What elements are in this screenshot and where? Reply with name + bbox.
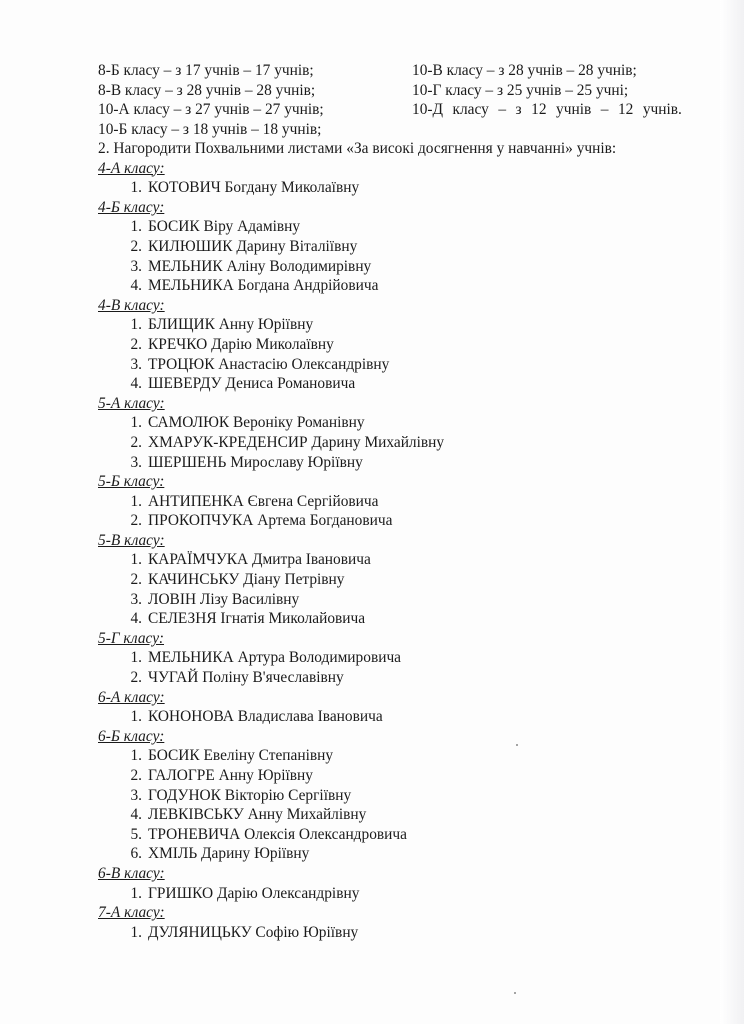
student-name: ГАЛОГРЕ Анну Юріївну — [148, 767, 313, 784]
student-number: 3. — [130, 355, 142, 373]
student-item — [122, 335, 698, 355]
student-name: КОНОНОВА Владислава Івановича — [148, 708, 383, 726]
student-name: ХМІЛЬ Дарину Юріївну — [148, 845, 310, 863]
student-name: ДУЛЯНИЦЬКУ Софію Юріївну — [148, 923, 359, 941]
class-group — [98, 903, 698, 942]
student-item — [122, 707, 698, 727]
justified-word: 12 — [617, 101, 634, 119]
scan-edge-shadow — [720, 0, 744, 1024]
student-item — [122, 923, 698, 943]
student-item — [122, 453, 698, 473]
student-item — [122, 590, 698, 610]
student-name: АНТИПЕНКА Євгена Сергійовича — [148, 492, 379, 510]
class-heading: 5-А класу: — [98, 394, 165, 412]
student-item — [122, 178, 698, 198]
justified-word: 10-Д — [412, 101, 444, 119]
student-item — [122, 257, 698, 277]
class-group — [98, 394, 698, 472]
student-list — [98, 707, 698, 727]
class-heading: 4-Б класу: — [98, 198, 165, 216]
student-list — [98, 923, 698, 943]
student-item — [122, 805, 698, 825]
justified-word: з — [515, 101, 522, 119]
class-counts-section — [98, 61, 698, 139]
student-number: 2. — [130, 512, 142, 530]
class-group — [98, 296, 698, 394]
student-name: МЕЛЬНИКА Богдана Андрійовича — [148, 277, 379, 295]
student-number: 1. — [130, 884, 142, 902]
class-group — [98, 198, 698, 296]
student-name: БЛИЩИК Анну Юріївну — [148, 316, 314, 334]
student-name: КРЕЧКО Дарію Миколаївну — [148, 335, 334, 353]
student-list — [98, 178, 698, 198]
student-number: 2. — [130, 571, 142, 589]
student-number: 3. — [130, 453, 142, 471]
student-list — [98, 648, 698, 687]
award-paragraph: 2. Нагородити Похвальними листами «За високі досягнення у навчанні» учнів: — [98, 140, 617, 157]
student-number: 1. — [130, 649, 142, 667]
student-number: 6. — [130, 845, 142, 863]
class-group — [98, 159, 698, 198]
student-item — [122, 844, 698, 864]
student-number: 2. — [130, 433, 142, 451]
student-number: 1. — [130, 708, 142, 726]
student-name: КИЛЮШИК Дарину Віталіївну — [148, 237, 358, 255]
student-name: БОСИК Евеліну Степанівну — [148, 747, 334, 765]
student-name: ХМАРУК-КРЕДЕНСИР Дарину Михайлівну — [148, 433, 445, 451]
class-heading: 7-А класу: — [98, 904, 165, 922]
justified-word: класу — [452, 101, 489, 119]
class-group — [98, 864, 698, 903]
class-group — [98, 531, 698, 629]
class-heading: 5-Г класу: — [98, 629, 165, 647]
student-number: 3. — [130, 590, 142, 608]
student-number: 4. — [130, 806, 142, 824]
student-item — [122, 884, 698, 904]
student-item — [122, 746, 698, 766]
student-number: 4. — [130, 610, 142, 628]
class-heading: 4-В класу: — [98, 296, 165, 314]
class-heading: 6-В класу: — [98, 864, 165, 882]
student-item — [122, 315, 698, 335]
student-number: 1. — [130, 492, 142, 510]
class-count-line: 10-А класу – з 27 учнів – 27 учнів; — [98, 101, 324, 119]
class-group — [98, 472, 698, 531]
student-number: 1. — [130, 551, 142, 569]
student-number: 1. — [130, 218, 142, 236]
student-item — [122, 550, 698, 570]
student-number: 5. — [130, 825, 142, 843]
student-number: 1. — [130, 179, 142, 197]
student-name: ЛЕВКІВСЬКУ Анну Михайлівну — [148, 806, 367, 824]
student-number: 2. — [130, 669, 142, 687]
class-counts-left-column — [98, 61, 398, 139]
student-item — [122, 276, 698, 296]
student-item — [122, 413, 698, 433]
student-number: 2. — [130, 335, 142, 353]
student-name: КАРАЇМЧУКА Дмитра Івановича — [148, 551, 371, 569]
class-lists — [98, 159, 698, 943]
class-heading: 5-Б класу: — [98, 473, 165, 491]
student-number: 1. — [130, 414, 142, 432]
student-number: 2. — [130, 237, 142, 255]
student-name: ШЕВЕРДУ Дениса Романовича — [148, 375, 356, 393]
student-name: ТРОНЕВИЧА Олексія Олександровича — [148, 825, 407, 843]
class-group — [98, 629, 698, 688]
class-heading: 6-Б класу: — [98, 727, 165, 745]
scan-speck — [516, 744, 518, 746]
class-count-line: 10-Б класу – з 18 учнів – 18 учнів; — [98, 120, 322, 138]
student-item — [122, 786, 698, 806]
class-heading: 4-А класу: — [98, 159, 165, 177]
student-name: ГОДУНОК Вікторію Сергіївну — [148, 786, 352, 804]
student-name: КОТОВИЧ Богдану Миколаївну — [148, 179, 360, 197]
student-name: МЕЛЬНИК Аліну Володимирівну — [148, 257, 372, 275]
student-list — [98, 217, 698, 295]
student-name: САМОЛЮК Вероніку Романівну — [148, 414, 365, 432]
student-item — [122, 668, 698, 688]
student-name: ШЕРШЕНЬ Мирославу Юріївну — [148, 453, 363, 471]
student-item — [122, 217, 698, 237]
student-item — [122, 237, 698, 257]
student-number: 4. — [130, 277, 142, 295]
class-count-line: 10-Г класу – з 25 учнів – 25 учні; — [412, 81, 629, 99]
class-count-line: 8-В класу – з 28 учнів – 28 учнів; — [98, 81, 316, 99]
class-count-line-justified — [412, 100, 682, 120]
justified-word: 12 — [531, 101, 547, 119]
student-name: ПРОКОПЧУКА Артема Богдановича — [148, 512, 393, 530]
student-name: ЧУГАЙ Поліну В'ячеславівну — [148, 669, 344, 687]
document-body — [98, 61, 698, 942]
class-count-line: 8-Б класу – з 17 учнів – 17 учнів; — [98, 62, 314, 79]
student-item — [122, 511, 698, 531]
student-item — [122, 825, 698, 845]
student-number: 2. — [130, 767, 142, 784]
student-list — [98, 746, 698, 864]
justified-word: – — [498, 101, 507, 119]
class-counts-right-column — [412, 61, 702, 120]
student-list — [98, 315, 698, 393]
student-list — [98, 492, 698, 531]
class-count-line: 10-В класу – з 28 учнів – 28 учнів; — [412, 62, 637, 79]
student-name: ГРИШКО Дарію Олександрівну — [148, 884, 360, 902]
student-item — [122, 492, 698, 512]
student-name: БОСИК Віру Адамівну — [148, 218, 301, 236]
class-heading: 6-А класу: — [98, 688, 165, 706]
justified-word: учнів — [556, 101, 592, 119]
student-item — [122, 766, 698, 786]
class-group — [98, 688, 698, 727]
student-name: СЕЛЕЗНЯ Ігнатія Миколайовича — [148, 610, 366, 628]
student-item — [122, 374, 698, 394]
student-item — [122, 609, 698, 629]
justified-word: учнів. — [642, 101, 682, 119]
student-number: 3. — [130, 786, 142, 804]
student-number: 4. — [130, 375, 142, 393]
student-name: ЛОВІН Лізу Василівну — [148, 590, 300, 608]
student-number: 3. — [130, 257, 142, 275]
student-number: 1. — [130, 923, 142, 941]
student-item — [122, 570, 698, 590]
class-heading: 5-В класу: — [98, 531, 165, 549]
student-item — [122, 433, 698, 453]
student-list — [98, 550, 698, 628]
student-name: ТРОЦЮК Анастасію Олександрівну — [148, 355, 390, 373]
student-name: МЕЛЬНИКА Артура Володимировича — [148, 649, 402, 667]
student-name: КАЧИНСЬКУ Діану Петрівну — [148, 571, 345, 589]
student-list — [98, 413, 698, 472]
class-group — [98, 727, 698, 864]
scan-speck — [514, 992, 516, 994]
student-number: 1. — [130, 747, 142, 765]
justified-word: – — [600, 101, 609, 119]
student-item — [122, 648, 698, 668]
student-item — [122, 355, 698, 375]
student-list — [98, 884, 698, 904]
student-number: 1. — [130, 316, 142, 334]
